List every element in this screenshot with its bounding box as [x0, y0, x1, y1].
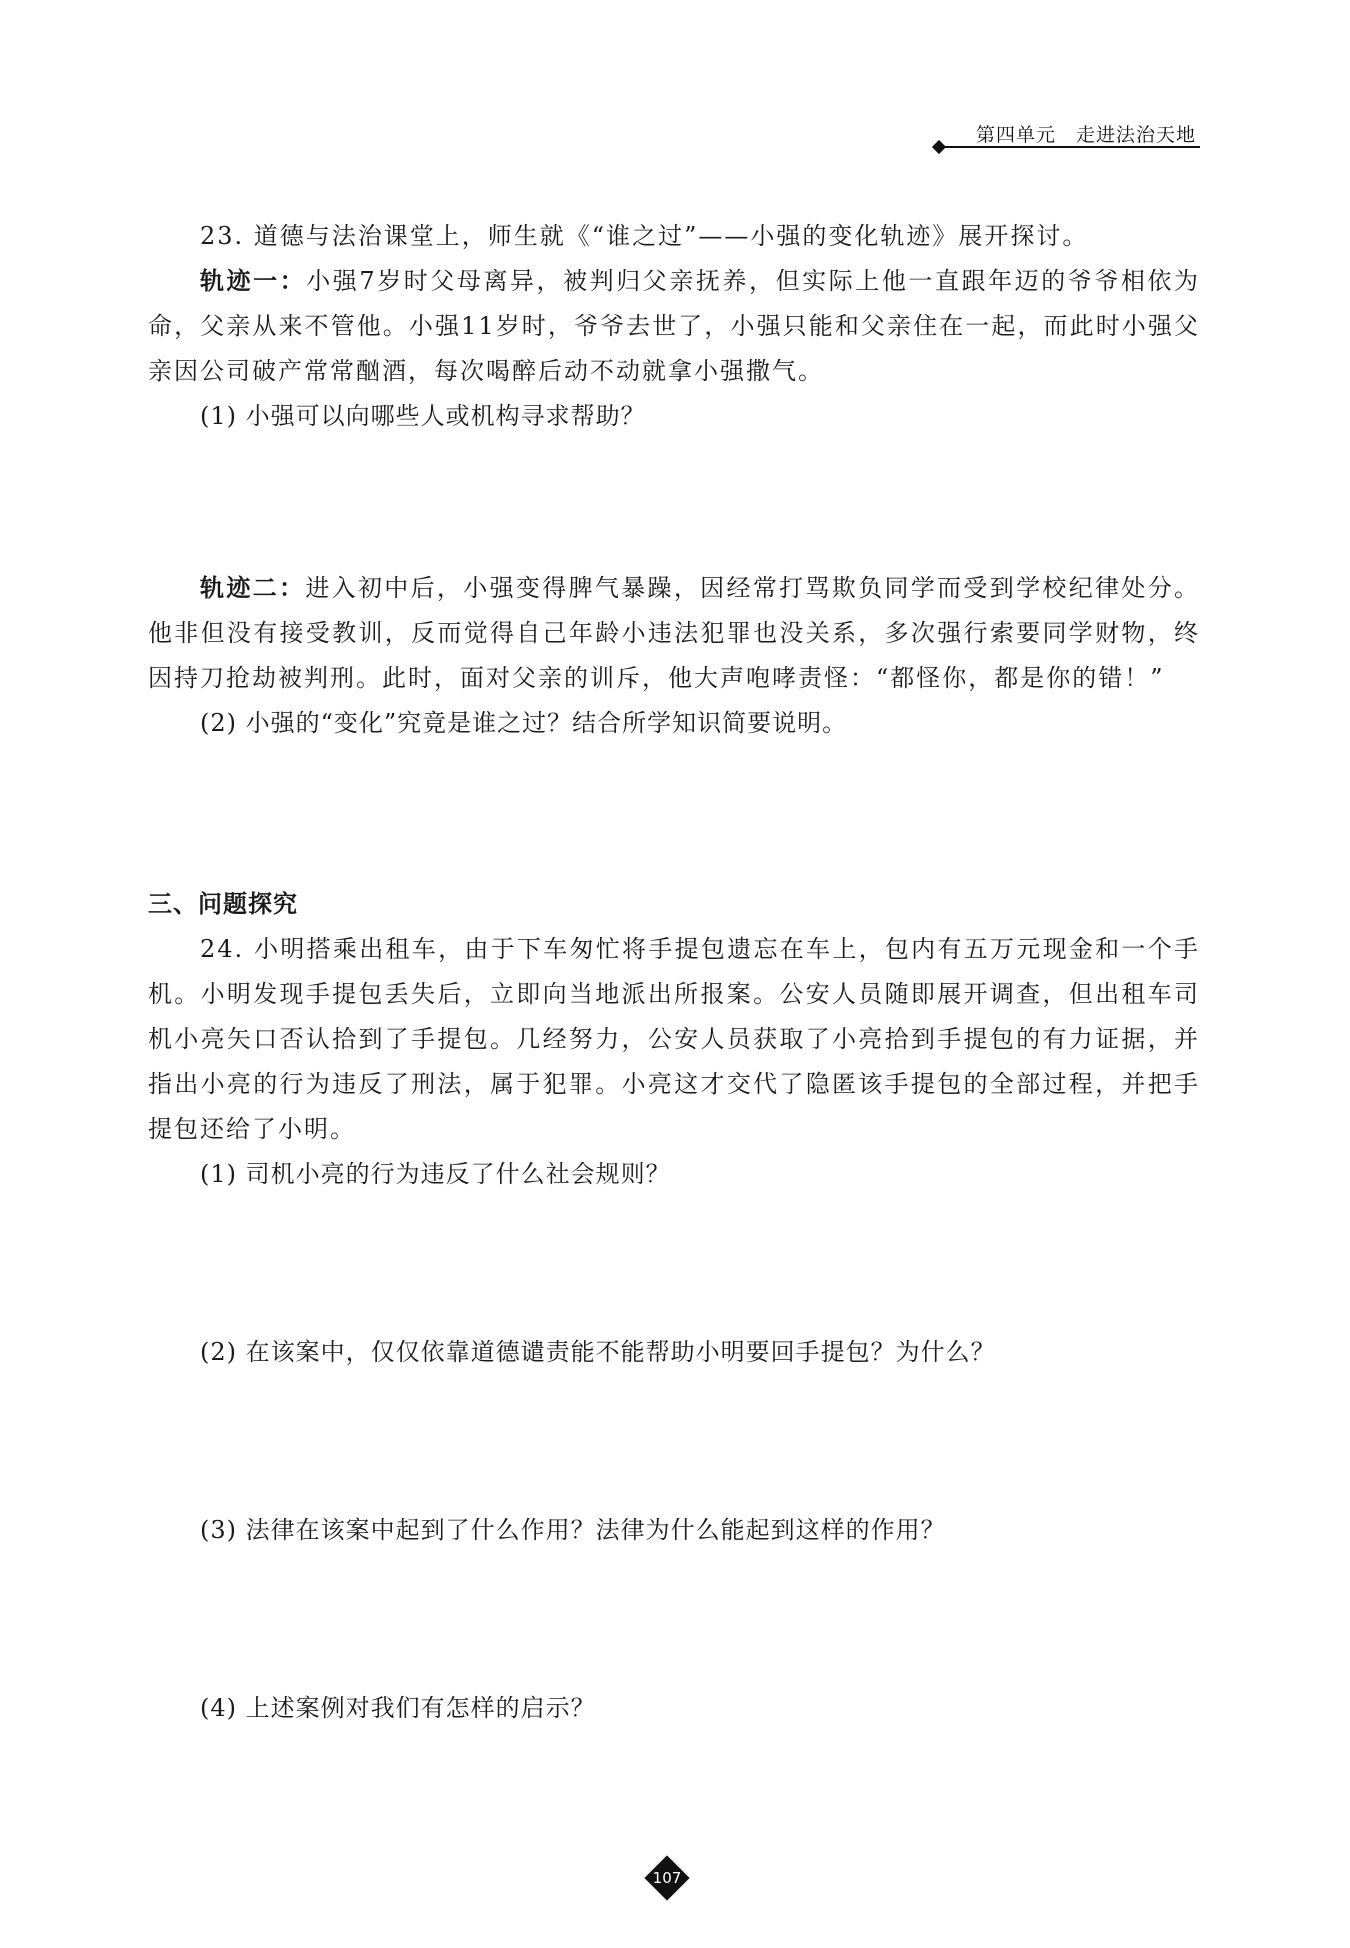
question-23-intro: 23. 道德与法治课堂上，师生就《“谁之过”——小强的变化轨迹》展开探讨。: [200, 222, 1089, 250]
question-23-part-2: [148, 566, 1200, 746]
question-24-part-3: [148, 1508, 1200, 1553]
unit-title: 第四单元 走进法治天地: [975, 124, 1196, 146]
track-2-paragraph: [148, 566, 1200, 701]
question-24-intro: 24. 小明搭乘出租车，由于下车匆忙将手提包遗忘在车上，包内有五万元现金和一个手机。小明发现手提包丢失后，立即向当地派出所报案。公安人员随即展开调查，但出租车司机小亮矢口否认拾到了手提包。几经努力，公安人员获取了小亮拾到手提包的有力证据，并指出小亮的行为违反了刑法，属于犯罪。小亮这才交代了隐匿该手提包的全部过程，并把手提包还给了小明。: [148, 935, 1200, 1143]
question-23: [148, 214, 1200, 439]
section-heading: 三、问题探究: [148, 890, 298, 918]
page-header: [930, 120, 1200, 150]
question-24-1: (1) 司机小亮的行为违反了什么社会规则？: [200, 1160, 671, 1188]
track-2-label: 轨迹二：: [200, 574, 306, 602]
question-24-2: (2) 在该案中，仅仅依靠道德谴责能不能帮助小明要回手提包？为什么？: [200, 1338, 996, 1366]
track-1-label: 轨迹一：: [200, 267, 307, 295]
track-1-text: 小强7岁时父母离异，被判归父亲抚养，但实际上他一直跟年迈的爷爷相依为命，父亲从来不管他。小强11岁时，爷爷去世了，小强只能和父亲住在一起，而此时小强父亲因公司破产常常酗酒，每次喝醉后动不动就拿小强撒气。: [148, 267, 1200, 385]
question-23-1: (1) 小强可以向哪些人或机构寻求帮助？: [200, 402, 646, 430]
section-3: [148, 882, 1200, 1197]
question-24-3: (3) 法律在该案中起到了什么作用？法律为什么能起到这样的作用？: [200, 1516, 946, 1544]
page-number-text: 107: [652, 1869, 682, 1887]
track-2-text: 进入初中后，小强变得脾气暴躁，因经常打骂欺负同学而受到学校纪律处分。他非但没有接受教训，反而觉得自己年龄小违法犯罪也没关系，多次强行索要同学财物，终因持刀抢劫被判刑。此时，面对父亲的训斥，他大声咆哮责怪：“都怪你，都是你的错！”: [148, 574, 1201, 692]
question-24-4: (4) 上述案例对我们有怎样的启示？: [200, 1694, 596, 1722]
question-24-part-4: [148, 1686, 1200, 1731]
track-1-paragraph: [148, 259, 1200, 394]
page-number: [645, 1856, 689, 1900]
question-23-2: (2) 小强的“变化”究竟是谁之过？结合所学知识简要说明。: [200, 709, 848, 737]
question-24-part-2: [148, 1330, 1200, 1375]
